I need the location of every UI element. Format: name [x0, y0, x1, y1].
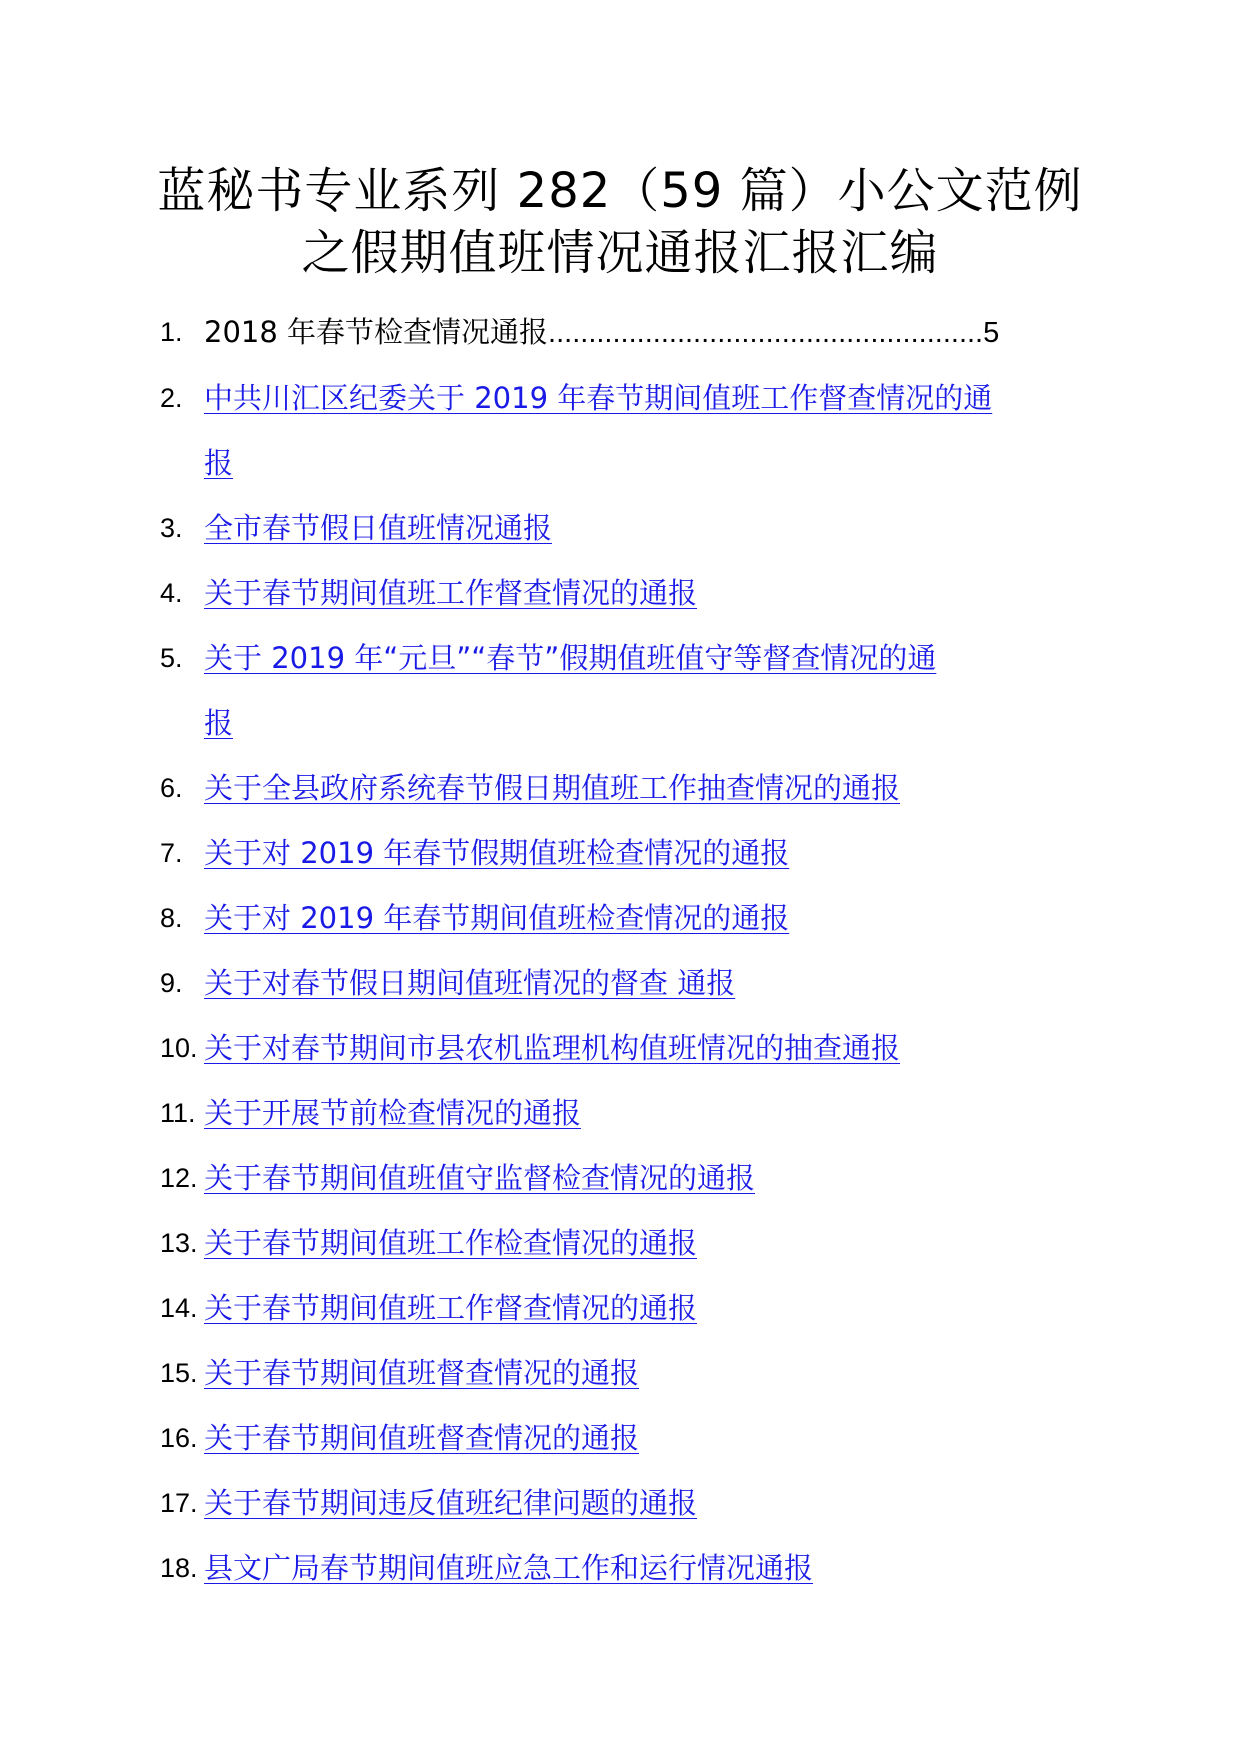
- toc-entry-link[interactable]: [204, 1096, 581, 1130]
- toc-entry-text[interactable]: [204, 300, 1090, 366]
- toc-item: [160, 821, 1090, 886]
- toc-entry-link-text: 关于对春节期间市县农机监理机构值班情况的抽查通报: [204, 1031, 901, 1065]
- toc-entry-link-text: 关于全县政府系统春节假日期值班工作抽查情况的通报: [204, 771, 901, 805]
- toc-item: [160, 300, 1090, 366]
- toc-entry-link-text: 关于对 2019 年春节假期值班检查情况的通报: [204, 836, 790, 870]
- toc-entry: [204, 1081, 1090, 1146]
- toc-entry-link-text: 关于对 2019 年春节期间值班检查情况的通报: [204, 901, 790, 935]
- toc-entry-link[interactable]: [204, 1356, 639, 1390]
- title-line-2: 之假期值班情况通报汇报汇编: [301, 225, 939, 281]
- toc-entry-link-text: 中共川汇区纪委关于 2019 年春节期间值班工作督查情况的通: [204, 381, 993, 415]
- toc-entry-title: 2018 年春节检查情况通报: [204, 315, 549, 349]
- toc-item: [160, 1536, 1090, 1601]
- toc-item-number: 14.: [160, 1293, 198, 1323]
- toc-entry-link-text: 关于对春节假日期间值班情况的督查 通报: [204, 966, 736, 1000]
- toc-entry-link-text: 关于春节期间值班工作督查情况的通报: [204, 576, 698, 610]
- toc-entry: [204, 1016, 1090, 1081]
- toc-item-number: 6.: [160, 773, 183, 803]
- toc-entry: [204, 756, 1090, 821]
- toc-entry-link[interactable]: [204, 1161, 755, 1195]
- toc-item-number: 3.: [160, 513, 183, 543]
- toc-entry-link[interactable]: [204, 771, 900, 805]
- toc-entry-link[interactable]: [204, 1486, 697, 1520]
- toc-item-number: 16.: [160, 1423, 198, 1453]
- toc-item: [160, 1081, 1090, 1146]
- toc-entry-link-text: 全市春节假日值班情况通报: [204, 511, 553, 545]
- title-line-1: 蓝秘书专业系列 282（59 篇）小公文范例: [157, 163, 1083, 219]
- toc-entry-link-text: 关于开展节前检查情况的通报: [204, 1096, 582, 1130]
- toc-entry-link[interactable]: [204, 381, 992, 480]
- toc-item-number: 13.: [160, 1228, 198, 1258]
- toc-entry: [204, 1211, 1090, 1276]
- toc-item: [160, 951, 1090, 1016]
- toc-item-number: 1.: [160, 317, 183, 347]
- toc-entry-link-text: 关于春节期间违反值班纪律问题的通报: [204, 1486, 698, 1520]
- toc-page-number: 5: [983, 317, 1000, 349]
- toc-entry: [204, 1406, 1090, 1471]
- toc-entry: [204, 821, 1090, 886]
- toc-entry: [204, 1341, 1090, 1406]
- toc-entry-link-text-continued: 报: [204, 446, 234, 480]
- toc-entry-link[interactable]: [204, 1031, 900, 1065]
- toc-item: [160, 1016, 1090, 1081]
- toc-item: [160, 1146, 1090, 1211]
- toc-entry-link[interactable]: [204, 641, 936, 740]
- toc-item-number: 7.: [160, 838, 183, 868]
- table-of-contents: [160, 300, 1090, 1601]
- toc-entry-link[interactable]: [204, 576, 697, 610]
- toc-entry: [204, 561, 1090, 626]
- toc-entry-link-text: 关于春节期间值班值守监督检查情况的通报: [204, 1161, 756, 1195]
- toc-item-number: 9.: [160, 968, 183, 998]
- toc-item-number: 8.: [160, 903, 183, 933]
- toc-entry-link[interactable]: [204, 836, 789, 870]
- toc-entry-link-text: 关于春节期间值班工作督查情况的通报: [204, 1291, 698, 1325]
- toc-item-number: 15.: [160, 1358, 198, 1388]
- toc-item-number: 10.: [160, 1033, 198, 1063]
- toc-entry: [204, 1536, 1090, 1601]
- toc-item: [160, 366, 1090, 496]
- toc-entry: [204, 626, 1090, 756]
- toc-item: [160, 1341, 1090, 1406]
- toc-entry-link[interactable]: [204, 511, 552, 545]
- toc-item-number: 4.: [160, 578, 183, 608]
- toc-item: [160, 1276, 1090, 1341]
- toc-entry-link-text-continued: 报: [204, 706, 234, 740]
- toc-item-number: 11.: [160, 1098, 196, 1128]
- toc-entry: [204, 886, 1090, 951]
- toc-entry-link[interactable]: [204, 1551, 813, 1585]
- toc-item-number: 12.: [160, 1163, 198, 1193]
- toc-item-number: 2.: [160, 383, 183, 413]
- toc-entry-link-text: 关于春节期间值班工作检查情况的通报: [204, 1226, 698, 1260]
- toc-entry-link[interactable]: [204, 1421, 639, 1455]
- toc-item: [160, 626, 1090, 756]
- toc-entry: [204, 1471, 1090, 1536]
- toc-entry-link[interactable]: [204, 966, 735, 1000]
- toc-entry: [204, 1146, 1090, 1211]
- toc-entry-link-text: 县文广局春节期间值班应急工作和运行情况通报: [204, 1551, 814, 1585]
- toc-entry: [204, 496, 1090, 561]
- toc-entry: [204, 951, 1090, 1016]
- toc-entry: [204, 366, 1090, 496]
- document-title: [120, 160, 1120, 284]
- toc-entry-link-text: 关于春节期间值班督查情况的通报: [204, 1356, 640, 1390]
- toc-entry-link[interactable]: [204, 901, 789, 935]
- toc-entry-link[interactable]: [204, 1291, 697, 1325]
- toc-entry-link-text: 关于 2019 年“元旦”“春节”假期值班值守等督查情况的通: [204, 641, 937, 675]
- toc-item-number: 17.: [160, 1488, 198, 1518]
- toc-item-number: 18.: [160, 1553, 198, 1583]
- toc-item-number: 5.: [160, 643, 183, 673]
- toc-entry: [204, 1276, 1090, 1341]
- toc-item: [160, 756, 1090, 821]
- toc-entry-link[interactable]: [204, 1226, 697, 1260]
- toc-item: [160, 1406, 1090, 1471]
- toc-entry-link-text: 关于春节期间值班督查情况的通报: [204, 1421, 640, 1455]
- toc-leader-dots: ......................................................: [548, 317, 984, 349]
- toc-item: [160, 1471, 1090, 1536]
- toc-item: [160, 496, 1090, 561]
- toc-item: [160, 886, 1090, 951]
- toc-item: [160, 561, 1090, 626]
- toc-item: [160, 1211, 1090, 1276]
